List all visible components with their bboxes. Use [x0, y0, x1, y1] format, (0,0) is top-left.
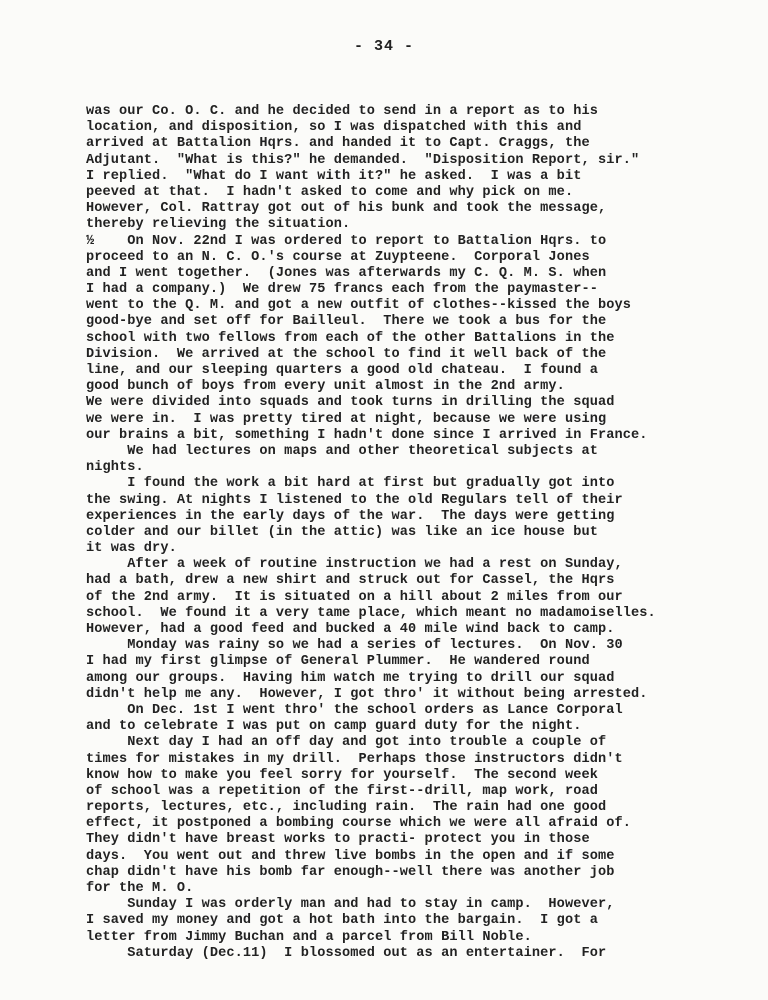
text-line: days. You went out and threw live bombs in the open and if some — [86, 848, 615, 864]
text-line: Saturday (Dec.11) I blossomed out as an entertainer. For — [86, 945, 607, 961]
text-line: proceed to an N. C. O.'s course at Zuypteene. Corporal Jones — [86, 249, 590, 265]
text-line: our brains a bit, something I hadn't done since I arrived in France. — [86, 427, 648, 443]
text-line: chap didn't have his bomb far enough--well there was another job — [86, 864, 615, 880]
text-line: had a bath, drew a new shirt and struck out for Cassel, the Hqrs — [86, 573, 615, 589]
text-line: arrived at Battalion Hqrs. and handed it to Capt. Craggs, the — [86, 136, 590, 152]
text-line: We had lectures on maps and other theoretical subjects at — [86, 443, 598, 459]
text-line: good-bye and set off for Bailleul. There we took a bus for the — [86, 314, 607, 330]
text-line: I found the work a bit hard at first but gradually got into — [86, 476, 615, 492]
typed-body-text — [86, 104, 746, 962]
text-line: the swing. At nights I listened to the old Regulars tell of their — [86, 492, 623, 508]
text-line: experiences in the early days of the war. The days were getting — [86, 508, 615, 524]
text-line: However, Col. Rattray got out of his bunk and took the message, — [86, 201, 607, 217]
text-line: know how to make you feel sorry for yourself. The second week — [86, 767, 598, 783]
text-line: times for mistakes in my drill. Perhaps those instructors didn't — [86, 751, 623, 767]
text-line: Next day I had an off day and got into trouble a couple of — [86, 735, 607, 751]
text-line: effect, it postponed a bombing course which we were all afraid of. — [86, 816, 631, 832]
text-line: We were divided into squads and took turns in drilling the squad — [86, 395, 615, 411]
text-line: thereby relieving the situation. — [86, 217, 351, 233]
text-line: and to celebrate I was put on camp guard duty for the night. — [86, 719, 582, 735]
text-line: I had my first glimpse of General Plummer. He wandered round — [86, 654, 590, 670]
text-line: After a week of routine instruction we had a rest on Sunday, — [86, 557, 623, 573]
text-line: it was dry. — [86, 541, 177, 557]
text-line: went to the Q. M. and got a new outfit of clothes--kissed the boys — [86, 298, 631, 314]
text-line: colder and our billet (in the attic) was like an ice house but — [86, 524, 598, 540]
text-line: nights. — [86, 460, 144, 476]
text-line: good bunch of boys from every unit almost in the 2nd army. — [86, 379, 565, 395]
text-line: among our groups. Having him watch me trying to drill our squad — [86, 670, 615, 686]
text-line: was our Co. O. C. and he decided to send in a report as to his — [86, 104, 598, 119]
text-line: Monday was rainy so we had a series of lectures. On Nov. 30 — [86, 638, 623, 654]
text-line: They didn't have breast works to practi- protect you in those — [86, 832, 590, 848]
text-line: reports, lectures, etc., including rain. The rain had one good — [86, 800, 607, 816]
text-line: Sunday I was orderly man and had to stay in camp. However, — [86, 897, 615, 913]
text-line: Adjutant. "What is this?" he demanded. "Disposition Report, sir." — [86, 152, 640, 168]
text-line: On Dec. 1st I went thro' the school orders as Lance Corporal — [86, 702, 623, 718]
text-line: school. We found it a very tame place, which meant no madamoiselles. — [86, 605, 656, 621]
text-line: of school was a repetition of the first--drill, map work, road — [86, 783, 598, 799]
text-line: Division. We arrived at the school to find it well back of the — [86, 346, 607, 362]
text-line: didn't help me any. However, I got thro' it without being arrested. — [86, 686, 648, 702]
page-number: - 34 - — [353, 38, 414, 55]
text-line: of the 2nd army. It is situated on a hill about 2 miles from our — [86, 589, 623, 605]
text-line: ½ On Nov. 22nd I was ordered to report to Battalion Hqrs. to — [86, 233, 607, 249]
text-line: I had a company.) We drew 75 francs each from the paymaster-- — [86, 282, 598, 298]
text-line: I replied. "What do I want with it?" he asked. I was a bit — [86, 168, 582, 184]
text-line: However, had a good feed and bucked a 40 mile wind back to camp. — [86, 622, 615, 637]
text-line: I saved my money and got a hot bath into the bargain. I got a — [86, 913, 598, 929]
text-line: for the M. O. — [86, 881, 194, 896]
text-line: and I went together. (Jones was afterwards my C. Q. M. S. when — [86, 265, 607, 281]
text-line: location, and disposition, so I was dispatched with this and — [86, 120, 582, 136]
text-line: we were in. I was pretty tired at night, because we were using — [86, 411, 607, 427]
text-line: peeved at that. I hadn't asked to come and why pick on me. — [86, 184, 574, 200]
text-line: school with two fellows from each of the other Battalions in the — [86, 330, 615, 346]
text-line: line, and our sleeping quarters a good old chateau. I found a — [86, 363, 598, 378]
text-line: letter from Jimmy Buchan and a parcel from Bill Noble. — [86, 929, 532, 945]
